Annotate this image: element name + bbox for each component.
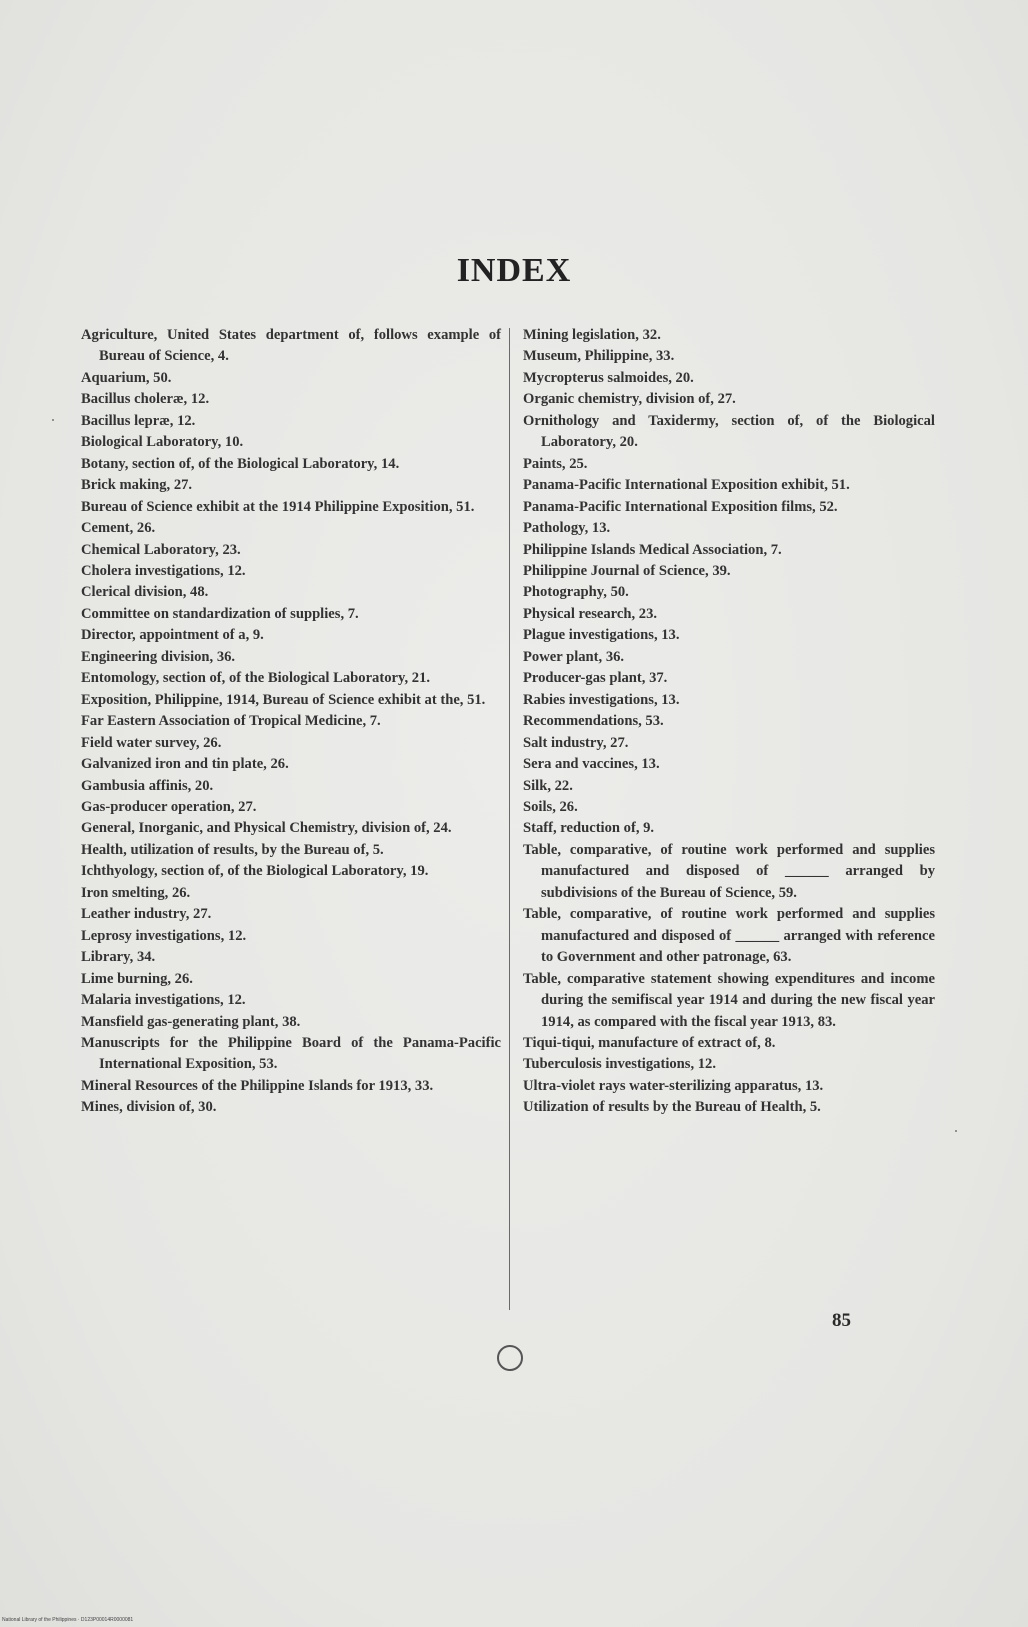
index-entry: Bacillus lepræ, 12. [81, 412, 196, 429]
index-entry: Museum, Philippine, 33. [523, 348, 675, 365]
index-entry: Organic chemistry, division of, 27. [523, 391, 736, 408]
speck-mark [955, 1130, 957, 1132]
index-entry: Physical research, 23. [523, 605, 658, 622]
index-entry: Aquarium, 50. [81, 369, 172, 386]
index-entry: Bureau of Science exhibit at the 1914 Philippine Exposition, 51. [81, 498, 475, 515]
index-entry: Health, utilization of results, by the Bureau of, 5. [81, 841, 384, 858]
index-entry: Power plant, 36. [523, 648, 625, 665]
index-entry: Entomology, section of, of the Biological Laboratory, 21. [81, 670, 431, 687]
index-entry: Staff, reduction of, 9. [523, 820, 655, 837]
index-entry: Mineral Resources of the Philippine Islands for 1913, 33. [81, 1077, 434, 1094]
index-entry: Mycropterus salmoides, 20. [523, 369, 694, 386]
index-entry: Panama-Pacific International Exposition exhibit, 51. [523, 477, 850, 494]
index-entry: Lime burning, 26. [81, 970, 193, 987]
index-entry: Paints, 25. [523, 455, 588, 472]
index-entry: Chemical Laboratory, 23. [81, 541, 241, 558]
index-entry: Far Eastern Association of Tropical Medicine, 7. [81, 713, 381, 730]
speck-mark [52, 419, 54, 421]
index-entry: Salt industry, 27. [523, 734, 629, 751]
index-entry: Agriculture, United States department of, follows example of Bureau of Science, 4. [81, 327, 501, 365]
index-entry: Clerical division, 48. [81, 584, 209, 601]
index-entry: Biological Laboratory, 10. [81, 434, 244, 451]
index-entry: Mines, division of, 30. [81, 1099, 217, 1116]
binding-hole-mark [497, 1345, 523, 1371]
index-entry: Field water survey, 26. [81, 734, 222, 751]
index-entry: Pathology, 13. [523, 520, 611, 537]
index-column-left [81, 325, 501, 1119]
index-entry: Ultra-violet rays water-sterilizing apparatus, 13. [523, 1077, 824, 1094]
index-entry: Leather industry, 27. [81, 906, 212, 923]
page-title: INDEX [456, 252, 572, 289]
index-entry: Tuberculosis investigations, 12. [523, 1056, 717, 1073]
page-number: 85 [832, 1310, 851, 1331]
index-entry: Bacillus choleræ, 12. [81, 391, 210, 408]
index-entry: Table, comparative, of routine work performed and supplies manufactured and disposed of ______ arranged with reference to Government and other patronage, 63. [523, 906, 935, 966]
index-entry: Table, comparative statement showing expenditures and income during the semifiscal year 1914 and during the new fiscal year 1914, as compared with the fiscal year 1913, 83. [523, 970, 935, 1030]
index-entry: Photography, 50. [523, 584, 629, 601]
index-entry: Manuscripts for the Philippine Board of the Panama-Pacific International Exposition, 53. [81, 1034, 501, 1073]
index-entry: Ichthyology, section of, of the Biological Laboratory, 19. [81, 863, 429, 880]
index-entry: Gas-producer operation, 27. [81, 798, 257, 815]
index-entry: Utilization of results by the Bureau of Health, 5. [523, 1099, 821, 1116]
index-entry: General, Inorganic, and Physical Chemistry, division of, 24. [81, 820, 452, 837]
index-entry: Iron smelting, 26. [81, 884, 191, 901]
index-entry: Brick making, 27. [81, 477, 193, 494]
index-column-right [523, 325, 935, 1119]
index-entry: Recommendations, 53. [523, 713, 664, 730]
index-entry: Malaria investigations, 12. [81, 992, 246, 1009]
index-entry: Ornithology and Taxidermy, section of, of the Biological Laboratory, 20. [523, 412, 935, 451]
index-entry: Cement, 26. [81, 520, 156, 537]
index-entry: Engineering division, 36. [81, 648, 236, 665]
footer-note: National Library of the Philippines · D123P00014R0000081 [2, 1617, 134, 1623]
index-entry: Producer-gas plant, 37. [523, 670, 668, 687]
index-entry: Committee on standardization of supplies, 7. [81, 605, 359, 622]
index-entry: Exposition, Philippine, 1914, Bureau of Science exhibit at the, 51. [81, 691, 486, 708]
column-divider [509, 328, 510, 1310]
index-entry: Tiqui-tiqui, manufacture of extract of, 8. [523, 1034, 776, 1051]
index-entry: Director, appointment of a, 9. [81, 627, 264, 644]
index-entry: Gambusia affinis, 20. [81, 777, 214, 794]
index-entry: Plague investigations, 13. [523, 627, 680, 644]
index-entry: Leprosy investigations, 12. [81, 927, 247, 944]
index-entry: Panama-Pacific International Exposition films, 52. [523, 498, 838, 515]
index-entry: Philippine Islands Medical Association, 7. [523, 541, 782, 558]
index-entry: Silk, 22. [523, 777, 573, 794]
index-entry: Botany, section of, of the Biological Laboratory, 14. [81, 455, 400, 472]
index-entry: Sera and vaccines, 13. [523, 756, 660, 773]
index-entry: Rabies investigations, 13. [523, 691, 680, 708]
index-entry: Mining legislation, 32. [523, 327, 661, 343]
index-entry: Library, 34. [81, 949, 156, 966]
index-entry: Philippine Journal of Science, 39. [523, 562, 731, 579]
index-entry: Galvanized iron and tin plate, 26. [81, 756, 289, 773]
index-entry: Cholera investigations, 12. [81, 562, 246, 579]
index-entry: Soils, 26. [523, 798, 578, 815]
index-entry: Mansfield gas-generating plant, 38. [81, 1013, 301, 1030]
index-entry: Table, comparative, of routine work performed and supplies manufactured and disposed of ______ arranged by subdivisions of the Bureau of Science, 59. [523, 841, 935, 901]
